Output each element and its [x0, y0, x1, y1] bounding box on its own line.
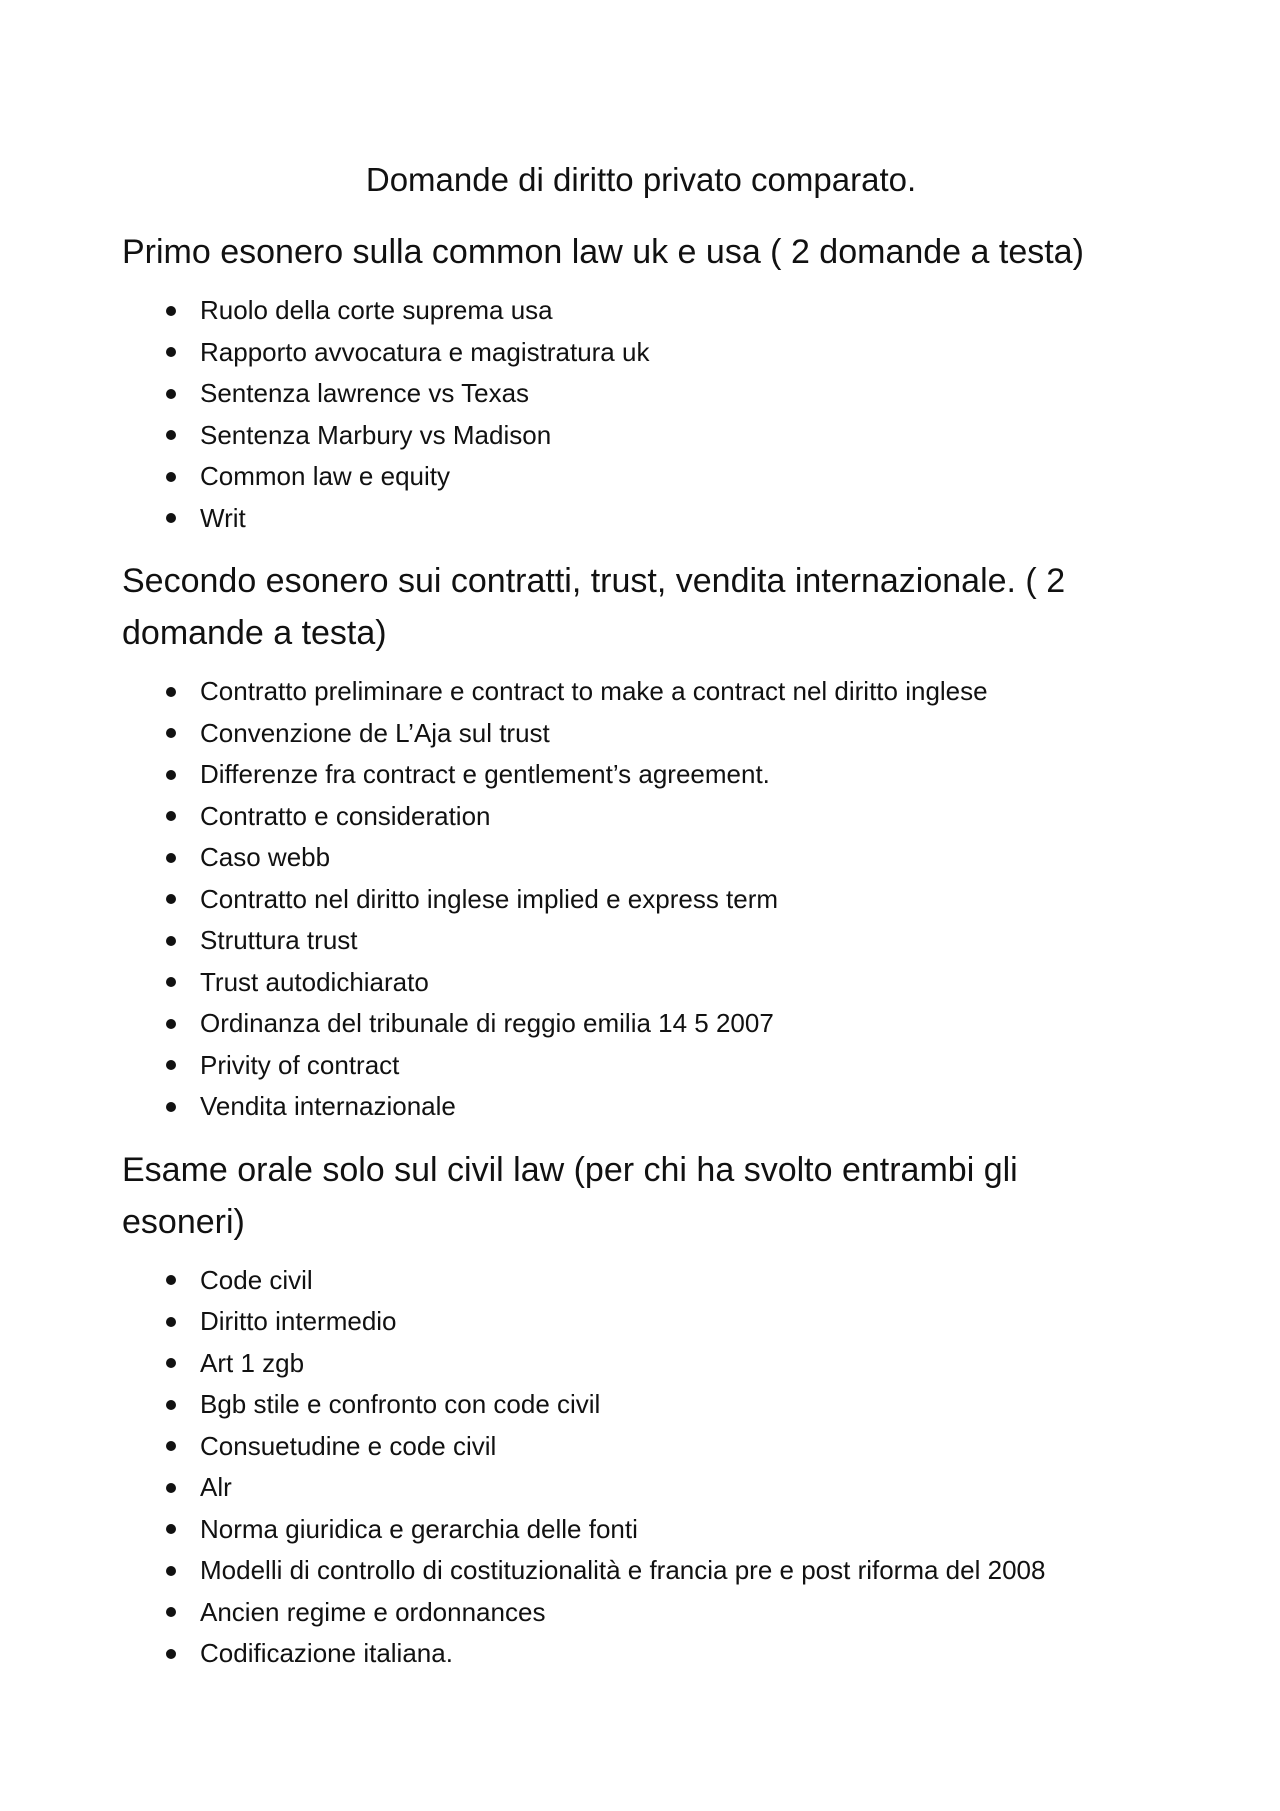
- bullet-list: [122, 671, 1160, 1128]
- list-item-text: Art 1 zgb: [200, 1347, 305, 1378]
- list-item-text: Caso webb: [200, 842, 331, 872]
- list-item: [122, 1003, 1160, 1045]
- bullet-list: [122, 290, 1160, 539]
- list-item-text: Diritto intermedio: [200, 1306, 397, 1336]
- list-item-text: Contratto e consideration: [200, 800, 491, 831]
- bullet-icon: [166, 430, 176, 440]
- bullet-icon: [166, 1566, 176, 1576]
- bullet-list: [122, 1260, 1160, 1675]
- bullet-icon: [166, 472, 176, 482]
- bullet-icon: [166, 1275, 176, 1285]
- list-item: [122, 498, 1160, 540]
- bullet-icon: [166, 853, 176, 863]
- bullet-icon: [166, 1649, 176, 1659]
- section-heading: Primo esonero sulla common law uk e usa ( 2 domande a testa): [122, 233, 1084, 271]
- list-item-text: Ordinanza del tribunale di reggio emilia 14 5 2007: [200, 1008, 774, 1038]
- list-item: [122, 920, 1160, 962]
- bullet-icon: [166, 1019, 176, 1029]
- list-item-text: Codificazione italiana.: [200, 1638, 453, 1668]
- list-item: [122, 796, 1160, 838]
- bullet-icon: [166, 977, 176, 987]
- list-item: [122, 671, 1160, 713]
- list-item-text: Bgb stile e confronto con code civil: [200, 1389, 601, 1419]
- list-item-text: Writ: [200, 502, 246, 533]
- list-item: [122, 1426, 1160, 1468]
- list-item: [122, 332, 1160, 374]
- bullet-icon: [166, 770, 176, 780]
- bullet-icon: [166, 1358, 176, 1368]
- list-item: [122, 1384, 1160, 1426]
- section-common-law: [122, 226, 1160, 539]
- bullet-icon: [166, 389, 176, 399]
- list-item: [122, 713, 1160, 755]
- list-item: [122, 1301, 1160, 1343]
- list-item-text: Sentenza lawrence vs Texas: [200, 378, 530, 408]
- bullet-icon: [166, 687, 176, 697]
- list-item-text: Ancien regime e ordonnances: [200, 1596, 546, 1627]
- list-item-text: Rapporto avvocatura e magistratura uk: [200, 336, 650, 367]
- bullet-icon: [166, 347, 176, 357]
- list-item: [122, 1592, 1160, 1634]
- list-item-text: Privity of contract: [200, 1049, 400, 1080]
- list-item-text: Consuetudine e code civil: [200, 1430, 497, 1461]
- list-item-text: Alr: [200, 1472, 232, 1502]
- list-item-text: Contratto nel diritto inglese implied e express term: [200, 883, 779, 914]
- list-item-text: Convenzione de L’Aja sul trust: [200, 717, 550, 748]
- list-item: [122, 456, 1160, 498]
- list-item-text: Vendita internazionale: [200, 1091, 456, 1121]
- bullet-icon: [166, 1400, 176, 1410]
- bullet-icon: [166, 513, 176, 523]
- list-item: [122, 754, 1160, 796]
- list-item-text: Contratto preliminare e contract to make a contract nel diritto inglese: [200, 676, 988, 706]
- list-item: [122, 290, 1160, 332]
- section-heading: Secondo esonero sui contratti, trust, vendita internazionale. ( 2 domande a testa): [122, 562, 1066, 652]
- list-item: [122, 1260, 1160, 1302]
- list-item-text: Ruolo della corte suprema usa: [200, 295, 553, 325]
- list-item-text: Norma giuridica e gerarchia delle fonti: [200, 1513, 638, 1544]
- list-item: [122, 962, 1160, 1004]
- list-item-text: Common law e equity: [200, 461, 450, 491]
- document-title: Domande di diritto privato comparato.: [365, 161, 917, 198]
- list-item-text: Struttura trust: [200, 925, 358, 955]
- bullet-icon: [166, 894, 176, 904]
- list-item: [122, 837, 1160, 879]
- list-item: [122, 1550, 1160, 1592]
- bullet-icon: [166, 1317, 176, 1327]
- bullet-icon: [166, 1607, 176, 1617]
- list-item-text: Differenze fra contract e gentlement’s agreement.: [200, 759, 770, 789]
- list-item-text: Modelli di controllo di costituzionalità e francia pre e post riforma del 2008: [200, 1555, 1046, 1585]
- list-item: [122, 373, 1160, 415]
- bullet-icon: [166, 1102, 176, 1112]
- list-item: [122, 1343, 1160, 1385]
- bullet-icon: [166, 1524, 176, 1534]
- list-item: [122, 1467, 1160, 1509]
- section-heading: Esame orale solo sul civil law (per chi ha svolto entrambi gli esoneri): [122, 1150, 1018, 1241]
- list-item: [122, 1509, 1160, 1551]
- bullet-icon: [166, 936, 176, 946]
- list-item: [122, 415, 1160, 457]
- bullet-icon: [166, 728, 176, 738]
- list-item: [122, 1086, 1160, 1128]
- section-contratti-trust: [122, 555, 1160, 1128]
- bullet-icon: [166, 306, 176, 316]
- bullet-icon: [166, 1060, 176, 1070]
- bullet-icon: [166, 1483, 176, 1493]
- bullet-icon: [166, 1441, 176, 1451]
- list-item-text: Sentenza Marbury vs Madison: [200, 419, 552, 450]
- list-item: [122, 1633, 1160, 1675]
- list-item: [122, 879, 1160, 921]
- list-item-text: Code civil: [200, 1264, 313, 1295]
- bullet-icon: [166, 811, 176, 821]
- section-civil-law: [122, 1144, 1160, 1675]
- list-item-text: Trust autodichiarato: [200, 966, 429, 997]
- list-item: [122, 1045, 1160, 1087]
